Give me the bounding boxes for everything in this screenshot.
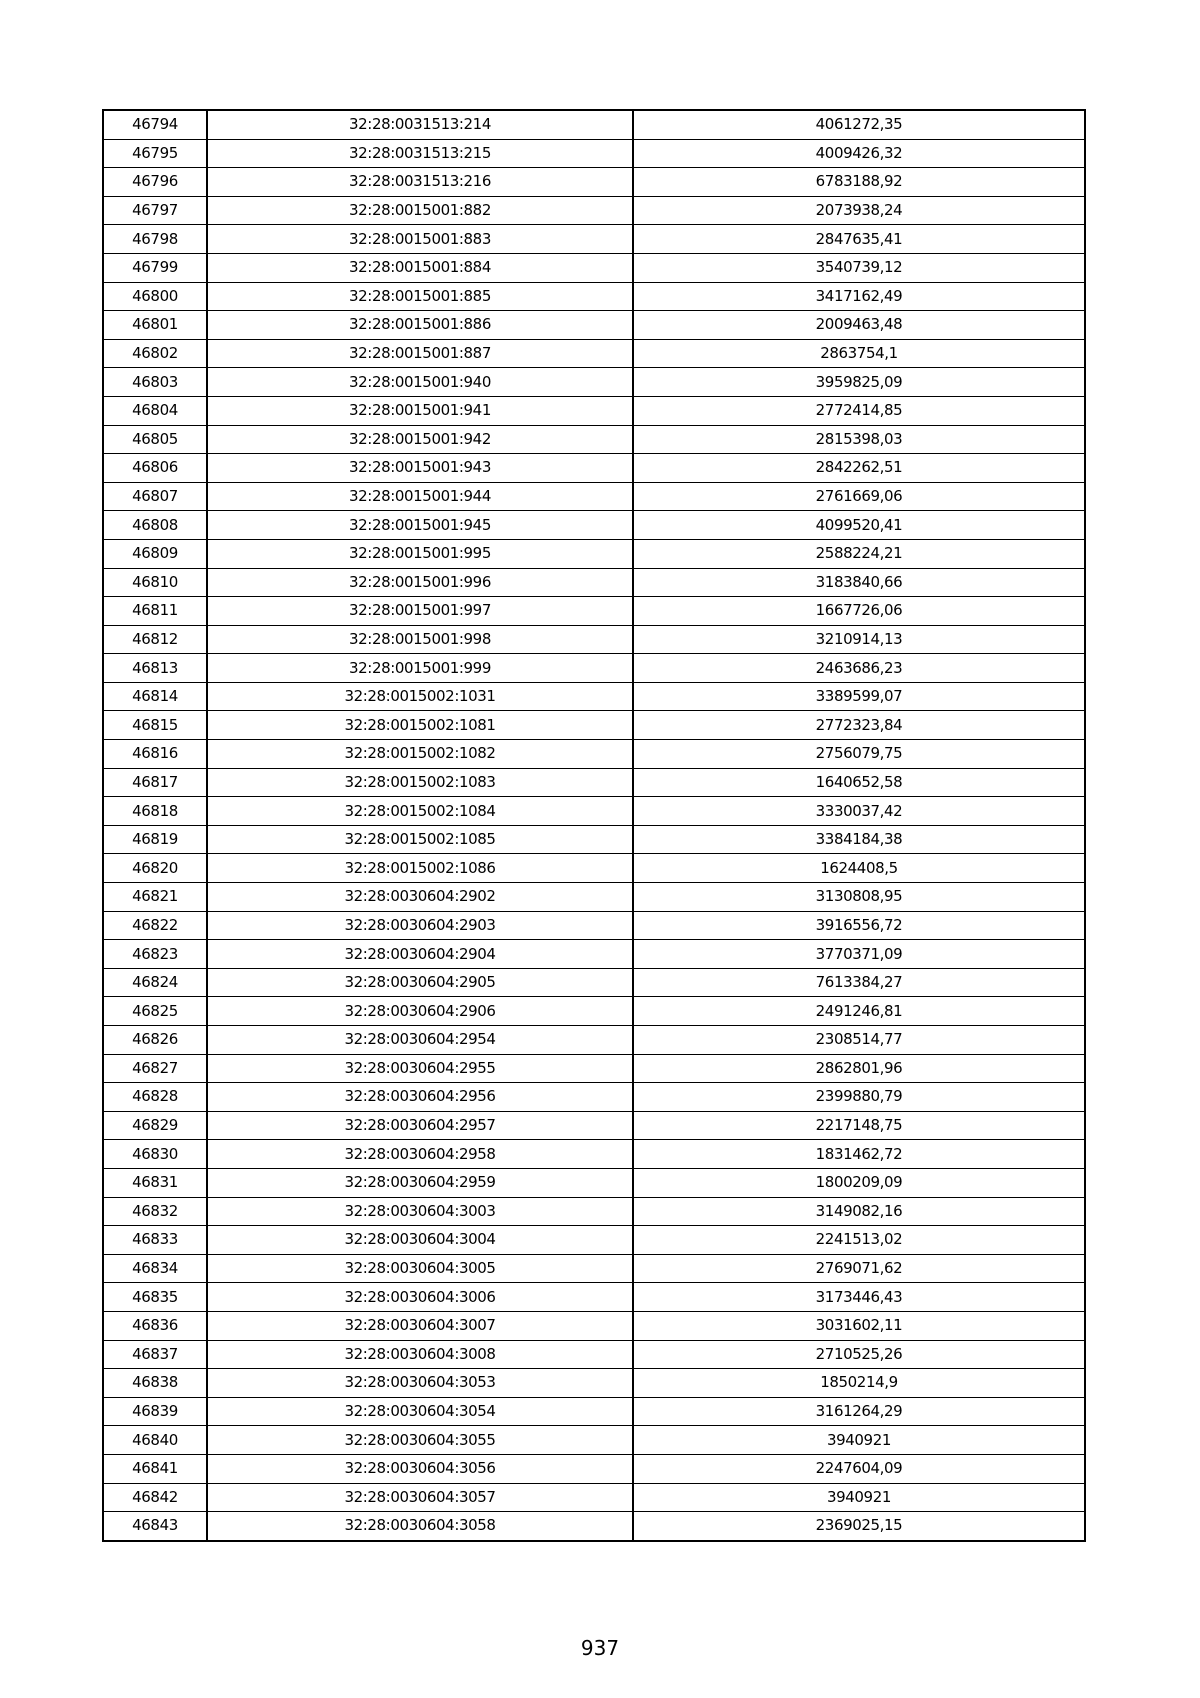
- value-cell: 2815398,03: [633, 425, 1085, 454]
- row-number-cell: 46807: [103, 482, 207, 511]
- value-cell: 3770371,09: [633, 940, 1085, 969]
- value-cell: 2247604,09: [633, 1454, 1085, 1483]
- table-row: [103, 1226, 1085, 1255]
- row-number-cell: 46829: [103, 1111, 207, 1140]
- row-number-cell: 46834: [103, 1254, 207, 1283]
- cadastral-number-cell: 32:28:0030604:3057: [207, 1483, 633, 1512]
- table-row: [103, 311, 1085, 340]
- cadastral-number-cell: 32:28:0015001:941: [207, 396, 633, 425]
- cadastral-number-cell: 32:28:0030604:2955: [207, 1054, 633, 1083]
- value-cell: 1624408,5: [633, 854, 1085, 883]
- value-cell: 2710525,26: [633, 1340, 1085, 1369]
- table-row: [103, 1083, 1085, 1112]
- value-cell: 3330037,42: [633, 797, 1085, 826]
- value-cell: 3031602,11: [633, 1311, 1085, 1340]
- table-row: [103, 597, 1085, 626]
- row-number-cell: 46809: [103, 539, 207, 568]
- value-cell: 3540739,12: [633, 253, 1085, 282]
- row-number-cell: 46833: [103, 1226, 207, 1255]
- row-number-cell: 46821: [103, 883, 207, 912]
- value-cell: 3173446,43: [633, 1283, 1085, 1312]
- value-cell: 4009426,32: [633, 139, 1085, 168]
- value-cell: 3149082,16: [633, 1197, 1085, 1226]
- row-number-cell: 46797: [103, 196, 207, 225]
- row-number-cell: 46803: [103, 368, 207, 397]
- table-row: [103, 682, 1085, 711]
- cadastral-number-cell: 32:28:0030604:3055: [207, 1426, 633, 1455]
- row-number-cell: 46801: [103, 311, 207, 340]
- table-row: [103, 225, 1085, 254]
- value-cell: 3210914,13: [633, 625, 1085, 654]
- table-row: [103, 1426, 1085, 1455]
- table-row: [103, 654, 1085, 683]
- cadastral-number-cell: 32:28:0030604:3007: [207, 1311, 633, 1340]
- value-cell: 2588224,21: [633, 539, 1085, 568]
- table-row: [103, 797, 1085, 826]
- row-number-cell: 46841: [103, 1454, 207, 1483]
- value-cell: 2369025,15: [633, 1512, 1085, 1541]
- table-row: [103, 1111, 1085, 1140]
- cadastral-number-cell: 32:28:0030604:3008: [207, 1340, 633, 1369]
- table-row: [103, 454, 1085, 483]
- value-cell: 2842262,51: [633, 454, 1085, 483]
- row-number-cell: 46827: [103, 1054, 207, 1083]
- row-number-cell: 46830: [103, 1140, 207, 1169]
- table-row: [103, 1168, 1085, 1197]
- table-row: [103, 768, 1085, 797]
- value-cell: 4061272,35: [633, 110, 1085, 139]
- value-cell: 2847635,41: [633, 225, 1085, 254]
- value-cell: 3916556,72: [633, 911, 1085, 940]
- cadastral-number-cell: 32:28:0030604:2904: [207, 940, 633, 969]
- row-number-cell: 46842: [103, 1483, 207, 1512]
- cadastral-number-cell: 32:28:0015002:1086: [207, 854, 633, 883]
- row-number-cell: 46806: [103, 454, 207, 483]
- table-row: [103, 425, 1085, 454]
- row-number-cell: 46804: [103, 396, 207, 425]
- value-cell: 3940921: [633, 1483, 1085, 1512]
- value-cell: 3183840,66: [633, 568, 1085, 597]
- row-number-cell: 46831: [103, 1168, 207, 1197]
- cadastral-number-cell: 32:28:0030604:3003: [207, 1197, 633, 1226]
- table-row: [103, 568, 1085, 597]
- cadastral-number-cell: 32:28:0030604:3056: [207, 1454, 633, 1483]
- table-row: [103, 1054, 1085, 1083]
- row-number-cell: 46835: [103, 1283, 207, 1312]
- cadastral-number-cell: 32:28:0015002:1081: [207, 711, 633, 740]
- cadastral-number-cell: 32:28:0030604:2956: [207, 1083, 633, 1112]
- table-row: [103, 368, 1085, 397]
- table-row: [103, 1254, 1085, 1283]
- row-number-cell: 46814: [103, 682, 207, 711]
- row-number-cell: 46839: [103, 1397, 207, 1426]
- value-cell: 2772323,84: [633, 711, 1085, 740]
- table-row: [103, 1283, 1085, 1312]
- cadastral-number-cell: 32:28:0030604:3004: [207, 1226, 633, 1255]
- cadastral-number-cell: 32:28:0015001:997: [207, 597, 633, 626]
- row-number-cell: 46815: [103, 711, 207, 740]
- value-cell: 2241513,02: [633, 1226, 1085, 1255]
- table-row: [103, 1483, 1085, 1512]
- value-cell: 2863754,1: [633, 339, 1085, 368]
- cadastral-number-cell: 32:28:0015001:943: [207, 454, 633, 483]
- table-row: [103, 1026, 1085, 1055]
- row-number-cell: 46822: [103, 911, 207, 940]
- value-cell: 3417162,49: [633, 282, 1085, 311]
- value-cell: 6783188,92: [633, 168, 1085, 197]
- table-row: [103, 997, 1085, 1026]
- value-cell: 2756079,75: [633, 740, 1085, 769]
- cadastral-number-cell: 32:28:0015001:882: [207, 196, 633, 225]
- row-number-cell: 46812: [103, 625, 207, 654]
- value-cell: 2769071,62: [633, 1254, 1085, 1283]
- cadastral-number-cell: 32:28:0015001:999: [207, 654, 633, 683]
- cadastral-number-cell: 32:28:0015001:942: [207, 425, 633, 454]
- table-row: [103, 825, 1085, 854]
- cadastral-number-cell: 32:28:0030604:3054: [207, 1397, 633, 1426]
- value-cell: 3959825,09: [633, 368, 1085, 397]
- row-number-cell: 46805: [103, 425, 207, 454]
- cadastral-number-cell: 32:28:0015001:998: [207, 625, 633, 654]
- value-cell: 1667726,06: [633, 597, 1085, 626]
- table-row: [103, 1454, 1085, 1483]
- row-number-cell: 46808: [103, 511, 207, 540]
- value-cell: 3130808,95: [633, 883, 1085, 912]
- value-cell: 2308514,77: [633, 1026, 1085, 1055]
- cadastral-number-cell: 32:28:0015001:995: [207, 539, 633, 568]
- row-number-cell: 46794: [103, 110, 207, 139]
- value-cell: 7613384,27: [633, 968, 1085, 997]
- cadastral-number-cell: 32:28:0031513:215: [207, 139, 633, 168]
- table-row: [103, 339, 1085, 368]
- registry-table: [102, 109, 1086, 1542]
- value-cell: 2073938,24: [633, 196, 1085, 225]
- cadastral-number-cell: 32:28:0015001:945: [207, 511, 633, 540]
- row-number-cell: 46824: [103, 968, 207, 997]
- table-row: [103, 1197, 1085, 1226]
- table-row: [103, 1311, 1085, 1340]
- table-row: [103, 1369, 1085, 1398]
- value-cell: 1850214,9: [633, 1369, 1085, 1398]
- cadastral-number-cell: 32:28:0015001:884: [207, 253, 633, 282]
- value-cell: 1640652,58: [633, 768, 1085, 797]
- row-number-cell: 46843: [103, 1512, 207, 1541]
- cadastral-number-cell: 32:28:0015001:885: [207, 282, 633, 311]
- cadastral-number-cell: 32:28:0015002:1085: [207, 825, 633, 854]
- cadastral-number-cell: 32:28:0030604:3053: [207, 1369, 633, 1398]
- row-number-cell: 46800: [103, 282, 207, 311]
- table-row: [103, 482, 1085, 511]
- row-number-cell: 46823: [103, 940, 207, 969]
- value-cell: 4099520,41: [633, 511, 1085, 540]
- value-cell: 1831462,72: [633, 1140, 1085, 1169]
- row-number-cell: 46828: [103, 1083, 207, 1112]
- table-row: [103, 940, 1085, 969]
- value-cell: 3384184,38: [633, 825, 1085, 854]
- row-number-cell: 46819: [103, 825, 207, 854]
- value-cell: 2009463,48: [633, 311, 1085, 340]
- cadastral-number-cell: 32:28:0030604:2902: [207, 883, 633, 912]
- row-number-cell: 46796: [103, 168, 207, 197]
- row-number-cell: 46799: [103, 253, 207, 282]
- cadastral-number-cell: 32:28:0015001:996: [207, 568, 633, 597]
- table-row: [103, 168, 1085, 197]
- row-number-cell: 46836: [103, 1311, 207, 1340]
- table-row: [103, 625, 1085, 654]
- row-number-cell: 46798: [103, 225, 207, 254]
- row-number-cell: 46837: [103, 1340, 207, 1369]
- row-number-cell: 46810: [103, 568, 207, 597]
- value-cell: 3161264,29: [633, 1397, 1085, 1426]
- row-number-cell: 46820: [103, 854, 207, 883]
- cadastral-number-cell: 32:28:0015002:1083: [207, 768, 633, 797]
- row-number-cell: 46813: [103, 654, 207, 683]
- cadastral-number-cell: 32:28:0030604:2957: [207, 1111, 633, 1140]
- cadastral-number-cell: 32:28:0030604:2954: [207, 1026, 633, 1055]
- cadastral-number-cell: 32:28:0030604:2906: [207, 997, 633, 1026]
- cadastral-number-cell: 32:28:0015002:1084: [207, 797, 633, 826]
- value-cell: 2491246,81: [633, 997, 1085, 1026]
- value-cell: 2217148,75: [633, 1111, 1085, 1140]
- row-number-cell: 46795: [103, 139, 207, 168]
- row-number-cell: 46826: [103, 1026, 207, 1055]
- row-number-cell: 46818: [103, 797, 207, 826]
- row-number-cell: 46840: [103, 1426, 207, 1455]
- table-row: [103, 1340, 1085, 1369]
- row-number-cell: 46817: [103, 768, 207, 797]
- table-row: [103, 196, 1085, 225]
- cadastral-number-cell: 32:28:0030604:2903: [207, 911, 633, 940]
- cadastral-number-cell: 32:28:0015001:944: [207, 482, 633, 511]
- value-cell: 2862801,96: [633, 1054, 1085, 1083]
- table-row: [103, 911, 1085, 940]
- row-number-cell: 46832: [103, 1197, 207, 1226]
- row-number-cell: 46811: [103, 597, 207, 626]
- table-row: [103, 282, 1085, 311]
- row-number-cell: 46838: [103, 1369, 207, 1398]
- table-row: [103, 253, 1085, 282]
- table-row: [103, 711, 1085, 740]
- row-number-cell: 46802: [103, 339, 207, 368]
- value-cell: 2463686,23: [633, 654, 1085, 683]
- value-cell: 2399880,79: [633, 1083, 1085, 1112]
- value-cell: 2761669,06: [633, 482, 1085, 511]
- row-number-cell: 46825: [103, 997, 207, 1026]
- cadastral-number-cell: 32:28:0015002:1082: [207, 740, 633, 769]
- cadastral-number-cell: 32:28:0030604:2958: [207, 1140, 633, 1169]
- cadastral-number-cell: 32:28:0030604:3005: [207, 1254, 633, 1283]
- cadastral-number-cell: 32:28:0030604:3058: [207, 1512, 633, 1541]
- table-row: [103, 1140, 1085, 1169]
- table-row: [103, 396, 1085, 425]
- table-row: [103, 139, 1085, 168]
- cadastral-number-cell: 32:28:0031513:216: [207, 168, 633, 197]
- row-number-cell: 46816: [103, 740, 207, 769]
- value-cell: 1800209,09: [633, 1168, 1085, 1197]
- table-row: [103, 539, 1085, 568]
- cadastral-number-cell: 32:28:0015001:887: [207, 339, 633, 368]
- value-cell: 3940921: [633, 1426, 1085, 1455]
- table-row: [103, 1512, 1085, 1541]
- table-row: [103, 854, 1085, 883]
- cadastral-number-cell: 32:28:0015001:940: [207, 368, 633, 397]
- table-row: [103, 883, 1085, 912]
- table-row: [103, 1397, 1085, 1426]
- table-row: [103, 110, 1085, 139]
- cadastral-number-cell: 32:28:0015002:1031: [207, 682, 633, 711]
- cadastral-number-cell: 32:28:0015001:883: [207, 225, 633, 254]
- cadastral-number-cell: 32:28:0030604:2905: [207, 968, 633, 997]
- value-cell: 2772414,85: [633, 396, 1085, 425]
- page-number: 937: [580, 1636, 620, 1660]
- table-row: [103, 740, 1085, 769]
- table-row: [103, 511, 1085, 540]
- cadastral-number-cell: 32:28:0030604:3006: [207, 1283, 633, 1312]
- value-cell: 3389599,07: [633, 682, 1085, 711]
- registry-table-body: [103, 110, 1085, 1541]
- cadastral-number-cell: 32:28:0015001:886: [207, 311, 633, 340]
- cadastral-number-cell: 32:28:0030604:2959: [207, 1168, 633, 1197]
- cadastral-number-cell: 32:28:0031513:214: [207, 110, 633, 139]
- table-row: [103, 968, 1085, 997]
